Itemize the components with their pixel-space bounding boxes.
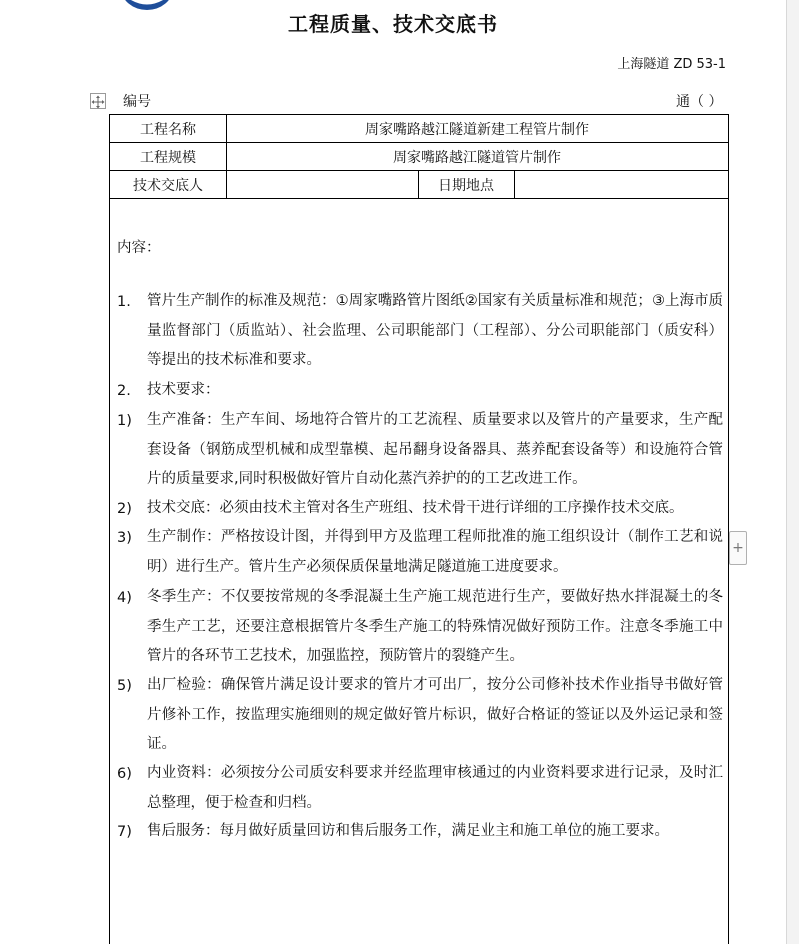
item-number: 7) bbox=[117, 824, 132, 840]
table-row bbox=[110, 115, 728, 143]
project-scale-label: 工程规模 bbox=[140, 149, 196, 166]
item-number: 1) bbox=[117, 413, 132, 429]
move-cross-icon[interactable] bbox=[90, 93, 106, 109]
item-number: 1. bbox=[117, 294, 131, 310]
discloser-value[interactable] bbox=[226, 171, 418, 198]
project-name-value: 周家嘴路越江隧道新建工程管片制作 bbox=[365, 121, 589, 138]
item-number: 6) bbox=[117, 766, 132, 782]
item-number: 5) bbox=[117, 678, 132, 694]
item-number: 3) bbox=[117, 530, 132, 546]
document-code: 上海隧道 ZD 53-1 bbox=[617, 57, 726, 72]
item-text: 生产准备：生产车间、场地符合管片的工艺流程、质量要求以及管片的产量要求，生产配套设备（钢筋成型机械和成型靠模、起吊翻身设备器具、蒸养配套设备等）和设施符合管片的质量要求,同时积极做好管片自动化蒸汽养护的的工艺改进工作。 bbox=[147, 412, 723, 487]
item-text: 出厂检验：确保管片满足设计要求的管片才可出厂，按分公司修补技术作业指导书做好管片修补工作，按监理实施细则的规定做好管片标识，做好合格证的签证以及外运记录和签证。 bbox=[147, 677, 723, 752]
tong-label: 通（ ） bbox=[676, 94, 723, 110]
disclosure-table bbox=[109, 114, 729, 944]
item-number: 2. bbox=[117, 383, 131, 399]
item-number: 2) bbox=[117, 501, 132, 517]
item-text: 技术交底：必须由技术主管对各生产班组、技术骨干进行详细的工序操作技术交底。 bbox=[147, 500, 684, 516]
item-text: 售后服务：每月做好质量回访和售后服务工作，满足业主和施工单位的施工要求。 bbox=[147, 823, 669, 839]
date-place-label: 日期地点 bbox=[438, 177, 494, 194]
plus-icon[interactable]: + bbox=[729, 531, 747, 565]
table-row bbox=[110, 143, 728, 171]
item-text: 生产制作：严格按设计图，并得到甲方及监理工程师批准的施工组织设计（制作工艺和说明）进行生产。管片生产必须保质保量地满足隧道施工进度要求。 bbox=[147, 529, 723, 575]
item-text: 管片生产制作的标准及规范：①周家嘴路管片图纸②国家有关质量标准和规范；③上海市质量监督部门（质监站）、社会监理、公司职能部门（工程部）、分公司职能部门（质安科）等提出的技术标准和要求。 bbox=[147, 293, 723, 368]
item-text: 技术要求： bbox=[147, 382, 220, 398]
date-place-value[interactable] bbox=[514, 171, 728, 198]
project-name-label: 工程名称 bbox=[140, 121, 196, 138]
number-label: 编号 bbox=[123, 94, 151, 110]
table-row bbox=[110, 171, 728, 199]
item-text: 内业资料：必须按分公司质安科要求并经监理审核通过的内业资料要求进行记录，及时汇总整理，便于检查和归档。 bbox=[147, 765, 723, 811]
page-title: 工程质量、技术交底书 bbox=[288, 12, 498, 36]
item-text: 冬季生产：不仅要按常规的冬季混凝土生产施工规范进行生产，要做好热水拌混凝土的冬季生产工艺，还要注意根据管片冬季生产施工的特殊情况做好预防工作。注意冬季施工中管片的各环节工艺技术，加强监控，预防管片的裂缝产生。 bbox=[147, 589, 723, 664]
project-scale-value: 周家嘴路越江隧道管片制作 bbox=[393, 149, 561, 166]
item-number: 4) bbox=[117, 590, 132, 606]
content-intro: 内容： bbox=[117, 240, 161, 256]
discloser-label: 技术交底人 bbox=[133, 177, 203, 194]
